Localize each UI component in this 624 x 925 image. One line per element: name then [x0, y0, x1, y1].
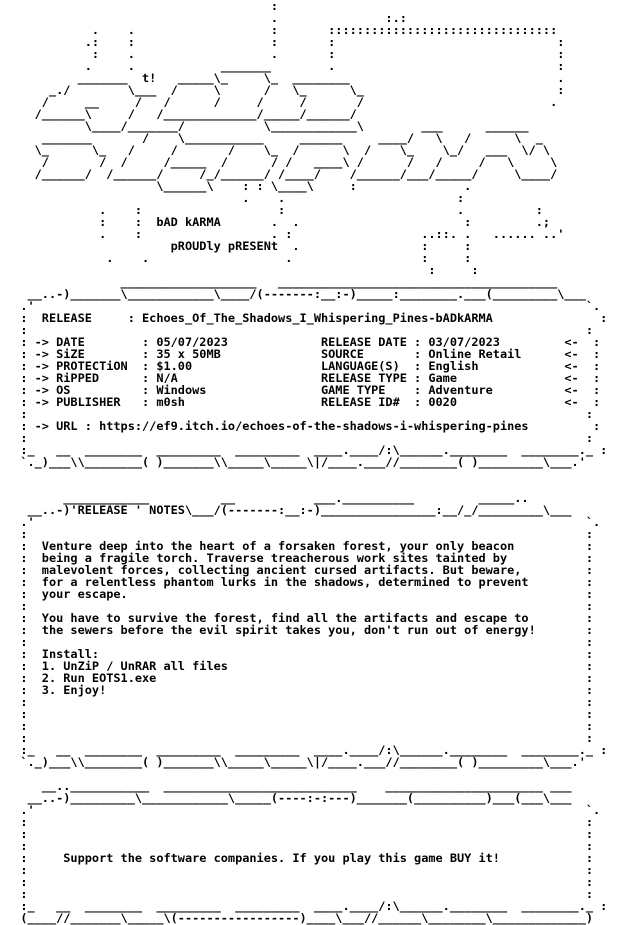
- nfo-line: \_ \_ / / / \_ / \ / \_ \_/ ___ \/ \: [6, 143, 551, 157]
- nfo-line: . . : ::::::::::::::::::::::::::::::::: [6, 23, 558, 37]
- nfo-line: _______ / \___________ ______ ____/ \ / \ _: [6, 131, 543, 145]
- nfo-line: .: : : : :: [6, 35, 565, 49]
- nfo-line: : You have to survive the forest, find all the artifacts and escape to :: [6, 611, 594, 625]
- nfo-line: : -> DATE : 05/07/2023 RELEASE DATE : 03/07/2023 <- :: [6, 335, 601, 349]
- nfo-line: . . _______ . :: [6, 59, 565, 73]
- nfo-line: .' `.: [6, 299, 601, 313]
- nfo-line: /______\ / /_____________/_____/______/: [6, 107, 357, 121]
- nfo-line: : :: [6, 635, 594, 649]
- nfo-line: . . :: [6, 191, 465, 205]
- nfo-line: : 3. Enjoy! :: [6, 683, 594, 697]
- nfo-line: : :: [6, 599, 594, 613]
- nfo-line: . :.:: [6, 11, 407, 25]
- nfo-line: __..-)_______\____________\____/(-------:__:-)_____:________.___(_________\___: [6, 287, 586, 301]
- nfo-line: : -> PUBLISHER : m0sh RELEASE ID# : 0020 <- :: [6, 395, 601, 409]
- nfo-line: : -> SiZE : 35 x 50MB SOURCE : Online Retail <- :: [6, 347, 601, 361]
- nfo-line: __..-)_________\____________\_____(----:-:---)_______(__________)___(___\___: [6, 791, 572, 805]
- nfo-line: : :: [6, 863, 594, 877]
- nfo-line: :_ __ ________ _________ _________ ____.____/:\______.________ ________._ :: [6, 743, 608, 757]
- nfo-line: : :: [6, 431, 594, 445]
- nfo-line: \____/_______/ \____________\ ___ ______: [6, 119, 529, 133]
- nfo-line: ____________ __ ___.__________ _____..: [6, 491, 529, 505]
- nfo-line: : 1. UnZiP / UnRAR all files :: [6, 659, 594, 673]
- nfo-line: __..-)'RELEASE ' NOTES\___/(-------:__:-)________________:__/_/_________\___: [6, 503, 572, 517]
- nfo-line: /______/ /______/ /_/______/ /____/ /______/___/_____/ \____/: [6, 167, 558, 181]
- nfo-line: : -> PROTECTiON : $1.00 LANGUAGE(S) : English <- :: [6, 359, 601, 373]
- nfo-line: : Install: :: [6, 647, 594, 661]
- nfo-line: `._)___\\________( )_______\\_____\_____\|/____.___//________( )_________\___.': [6, 455, 586, 469]
- nfo-line: .' `.: [6, 803, 601, 817]
- nfo-line: : -> RiPPED : N/A RELEASE TYPE : Game <- :: [6, 371, 601, 385]
- nfo-line: .' `.: [6, 515, 601, 529]
- nfo-line: : :: [6, 839, 594, 853]
- nfo-line: : :: [6, 323, 594, 337]
- nfo-line: : the sewers before the evil spirit takes you, don't run out of energy! :: [6, 623, 594, 637]
- nfo-line: / / / /_____ / / / ____\ / / / / \ \: [6, 155, 558, 169]
- nfo-line: : -> OS : Windows GAME TYPE : Adventure <- :: [6, 383, 601, 397]
- nfo-line: . . . : :: [6, 251, 472, 265]
- nfo-line: : RELEASE : Echoes_Of_The_Shadows_I_Whispering_Pines-bADkARMA :: [6, 311, 608, 325]
- nfo-line: : your escape. :: [6, 587, 594, 601]
- nfo-line: : :: [6, 407, 594, 421]
- nfo-line: : for a relentless phantom lurks in the shadows, determined to prevent :: [6, 575, 594, 589]
- nfo-line: : :: [6, 875, 594, 889]
- nfo-line: : -> URL : https://ef9.itch.io/echoes-of-the-shadows-i-whispering-pines :: [6, 419, 601, 433]
- nfo-line: : Support the software companies. If you play this game BUY it! :: [6, 851, 594, 865]
- nfo-line: : :: [6, 887, 594, 901]
- nfo-line: : :: [6, 263, 479, 277]
- nfo-line: : being a fragile torch. Traverse treacherous work sites tainted by :: [6, 551, 594, 565]
- nfo-line: __..___________ ___________________________ ______________________ ___: [6, 779, 572, 793]
- nfo-line: : :: [6, 815, 594, 829]
- nfo-line: \______\ : : \____\ : .: [6, 179, 472, 193]
- nfo-line: : :: [6, 719, 594, 733]
- nfo-line: : Venture deep into the heart of a forsaken forest, your only beacon :: [6, 539, 594, 553]
- nfo-line: : : bAD kARMA . . : .;: [6, 215, 551, 229]
- nfo-line: :: [6, 0, 279, 13]
- nfo-line: : malevolent forces, collecting ancient cursed artifacts. But beware, :: [6, 563, 594, 577]
- nfo-line: (____//_______\_____\(-----------------)____\___//______\________\_____________): [6, 911, 594, 925]
- nfo-line: : . . : :: [6, 47, 565, 61]
- nfo-line: . : . : ..::. . ...... ..': [6, 227, 565, 241]
- nfo-line: _./ \___ / \ / \_ \_ :: [6, 83, 565, 97]
- nfo-line: / __ / / / / / / .: [6, 95, 558, 109]
- nfo-line: : :: [6, 731, 594, 745]
- nfo-line: `._)___\\________( )_______\\_____\_____\|/____.___//________( )_________\___.': [6, 755, 586, 769]
- nfo-line: : :: [6, 827, 594, 841]
- nfo-line: _______ t! _____\_ \_ ________ .: [6, 71, 565, 85]
- nfo-line: : :: [6, 707, 594, 721]
- nfo-line: : 2. Run EOTS1.exe :: [6, 671, 594, 685]
- nfo-line: :_ __ ________ _________ _________ ____.____/:\______.________ ________._ :: [6, 443, 608, 457]
- nfo-line: pROUDly pRESENt . : :: [6, 239, 472, 253]
- nfo-line: [6, 468, 624, 480]
- nfo-line: : :: [6, 695, 594, 709]
- nfo-line: :_ __ ________ _________ _________ ____.____/:\______.________ ________._ :: [6, 899, 608, 913]
- nfo-line: : :: [6, 527, 594, 541]
- nfo-line: . : : . :: [6, 203, 543, 217]
- nfo-line: ___________________ _______________________________________: [6, 275, 558, 289]
